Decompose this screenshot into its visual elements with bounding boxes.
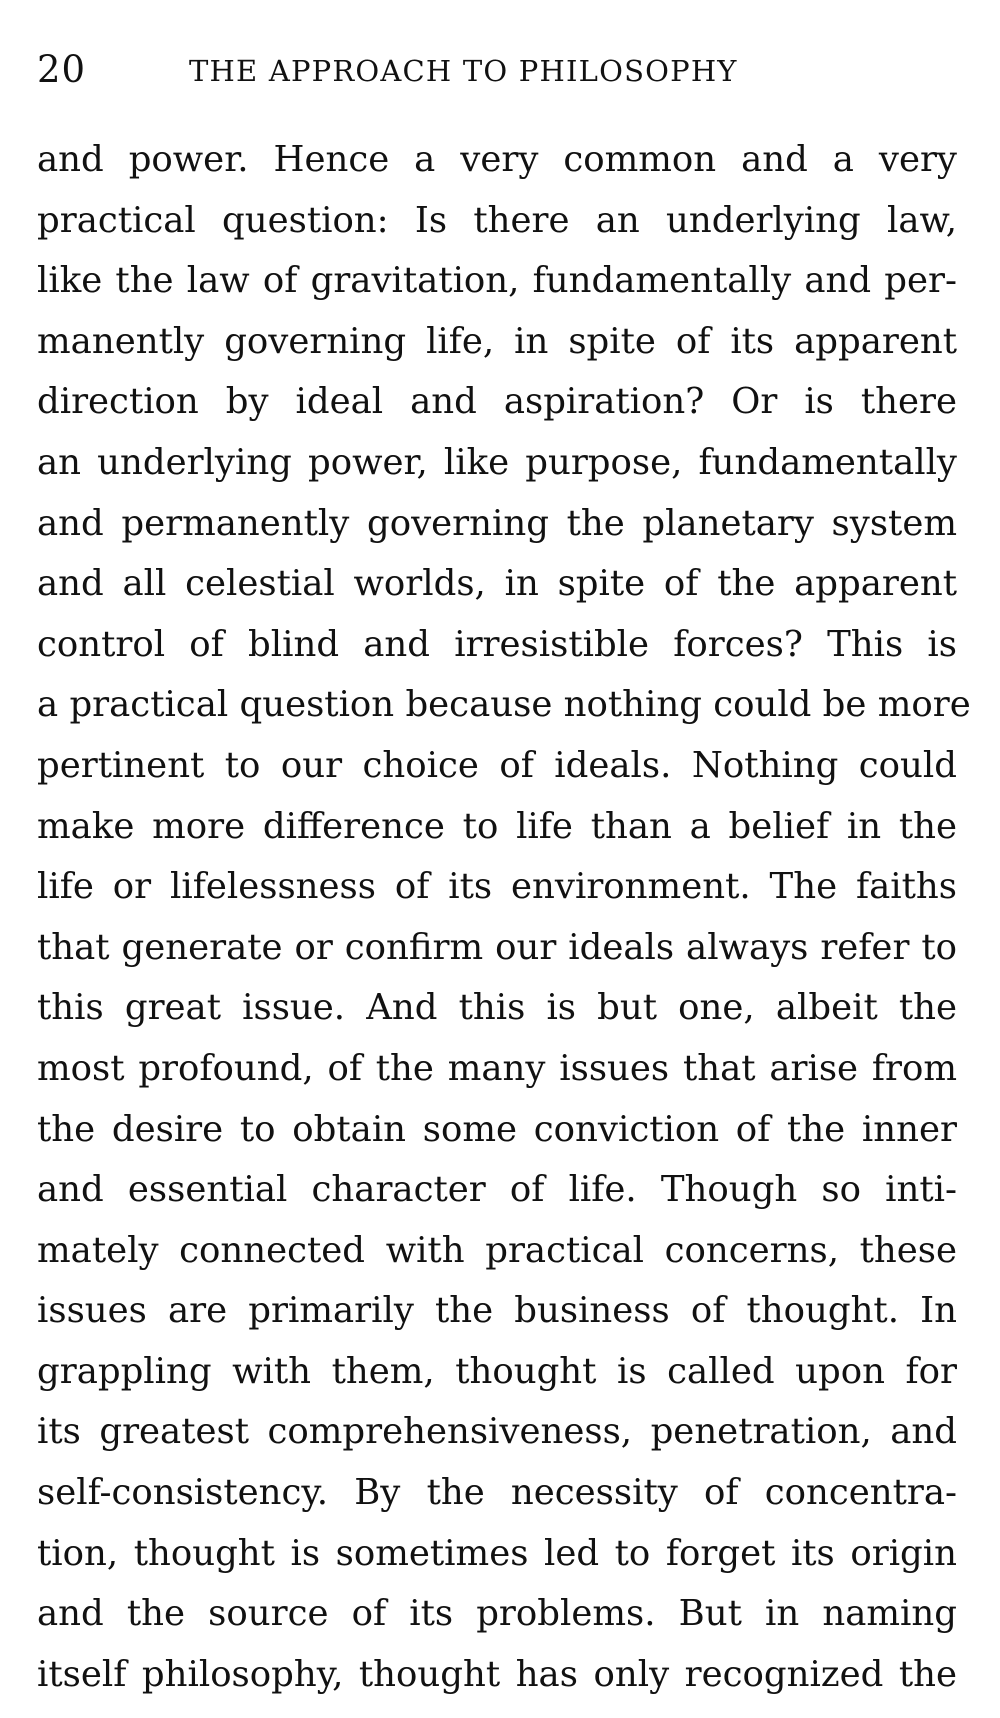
text-line: that generate or confirm our ideals always refer to — [37, 926, 957, 968]
text-line: practical question: Is there an underlying law, — [37, 199, 957, 241]
text-line: issues are primarily the business of thought. In — [37, 1290, 957, 1332]
text-line: and all celestial worlds, in spite of the apparent — [37, 563, 957, 605]
text-line: tion, thought is sometimes led to forget its origin — [37, 1532, 957, 1574]
text-line: and power. Hence a very common and a very — [37, 139, 957, 180]
text-line: itself philosophy, thought has only recognized the — [37, 1653, 957, 1695]
text-line: grappling with them, thought is called upon for — [37, 1350, 957, 1392]
text-line: a practical question because nothing could be more — [37, 684, 971, 726]
body-text — [37, 130, 971, 1705]
text-line: like the law of gravitation, fundamentally and per- — [37, 260, 957, 302]
text-line: an underlying power, like purpose, fundamentally — [37, 441, 957, 483]
text-line: and essential character of life. Though so inti- — [37, 1169, 957, 1211]
text-line: this great issue. And this is but one, albeit the — [37, 987, 957, 1029]
running-head — [37, 46, 957, 94]
text-line: direction by ideal and aspiration? Or is there — [37, 381, 957, 423]
text-line: and permanently governing the planetary system — [37, 502, 957, 544]
text-line: pertinent to our choice of ideals. Nothing could — [37, 744, 957, 786]
running-title: THE APPROACH TO PHILOSOPHY — [189, 54, 738, 88]
text-line: its greatest comprehensiveness, penetration, and — [37, 1411, 957, 1453]
text-line: make more difference to life than a belief in the — [37, 805, 957, 847]
page-number: 20 — [37, 48, 87, 91]
text-line: the desire to obtain some conviction of the inner — [37, 1108, 957, 1150]
text-line: control of blind and irresistible forces? This is — [37, 623, 957, 665]
text-line: manently governing life, in spite of its apparent — [37, 320, 957, 362]
text-line: and the source of its problems. But in naming — [37, 1593, 957, 1635]
text-line: most profound, of the many issues that arise from — [37, 1047, 957, 1089]
text-line: self-consistency. By the necessity of concentra- — [37, 1472, 957, 1514]
text-line: mately connected with practical concerns, these — [37, 1229, 957, 1271]
text-line: life or lifelessness of its environment. The faiths — [37, 866, 957, 908]
